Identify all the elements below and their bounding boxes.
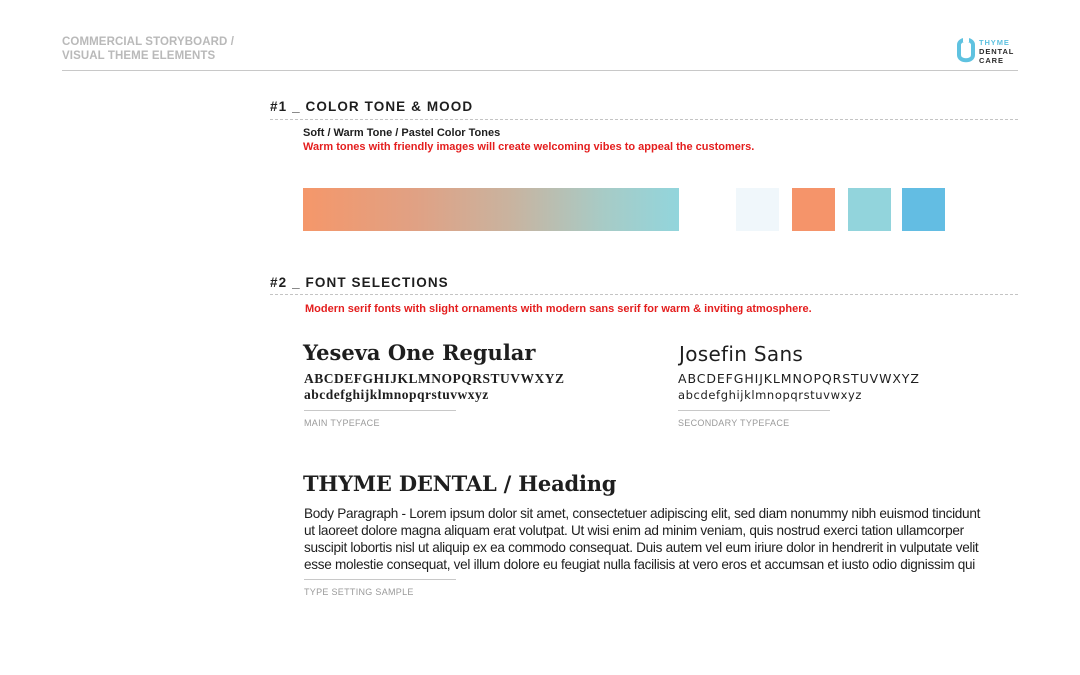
secondary-typeface-caption: SECONDARY TYPEFACE — [678, 418, 790, 428]
brand-logo — [955, 36, 1025, 66]
color-swatch-3 — [848, 188, 891, 231]
main-typeface-lowercase: abcdefghijklmnopqrstuvwxyz — [304, 387, 489, 402]
section-title-fonts: #2 _ FONT SELECTIONS — [270, 275, 449, 290]
secondary-typeface-lowercase: abcdefghijklmnopqrstuvwxyz — [678, 388, 863, 402]
logo-wordmark — [979, 38, 1014, 65]
section-divider-color — [270, 119, 1018, 120]
logo-word-2: DENTAL — [979, 47, 1015, 56]
main-typeface-uppercase: ABCDEFGHIJKLMNOPQRSTUVWXYZ — [304, 371, 565, 386]
sample-body-line-3: suscipit lobortis nisl ut aliquip ex ea commodo consequat. Duis autem vel eum iriure dolor in hendrerit in vulputate velit — [304, 540, 979, 555]
secondary-typeface-rule — [678, 410, 830, 411]
color-swatch-1 — [736, 188, 779, 231]
logo-word-3: CARE — [979, 56, 1004, 65]
color-note: Warm tones with friendly images will create welcoming vibes to appeal the customers. — [303, 141, 755, 153]
section-divider-fonts — [270, 294, 1018, 295]
color-gradient-bar — [303, 188, 679, 231]
fonts-note: Modern serif fonts with slight ornaments with modern sans serif for warm & inviting atmosphere. — [305, 303, 812, 315]
color-swatch-4 — [902, 188, 945, 231]
document-title-line-1: COMMERCIAL STORYBOARD / — [62, 36, 235, 48]
secondary-typeface-uppercase: ABCDEFGHIJKLMNOPQRSTUVWXYZ — [678, 371, 920, 386]
sample-heading: THYME DENTAL / Heading — [303, 471, 617, 496]
secondary-typeface-name: Josefin Sans — [679, 342, 804, 366]
document-title — [62, 35, 322, 63]
tooth-ring-logo-icon — [955, 36, 977, 64]
header-divider — [62, 70, 1018, 71]
sample-body-line-2: ut laoreet dolore magna aliquam erat volutpat. Ut wisi enim ad minim veniam, quis nostrud exerci tation ullamcorper — [304, 523, 964, 538]
sample-body-line-1: Body Paragraph - Lorem ipsum dolor sit amet, consectetuer adipiscing elit, sed diam nonummy nibh euismod tincidunt — [304, 506, 981, 521]
document-title-line-2: VISUAL THEME ELEMENTS — [62, 50, 216, 62]
main-typeface-caption: MAIN TYPEFACE — [304, 418, 380, 428]
sample-rule — [304, 579, 456, 580]
main-typeface-rule — [304, 410, 456, 411]
main-typeface-name: Yeseva One Regular — [303, 340, 536, 365]
color-swatch-2 — [792, 188, 835, 231]
sample-body-paragraph — [304, 505, 1022, 573]
sample-body-line-4: esse molestie consequat, vel illum dolore eu feugiat nulla facilisis at vero eros et accumsan et iusto odio dignissim qui — [304, 557, 975, 572]
logo-word-1: THYME — [979, 38, 1010, 47]
color-subtitle: Soft / Warm Tone / Pastel Color Tones — [303, 127, 501, 139]
sample-caption: TYPE SETTING SAMPLE — [304, 587, 414, 597]
section-title-color: #1 _ COLOR TONE & MOOD — [270, 99, 474, 114]
